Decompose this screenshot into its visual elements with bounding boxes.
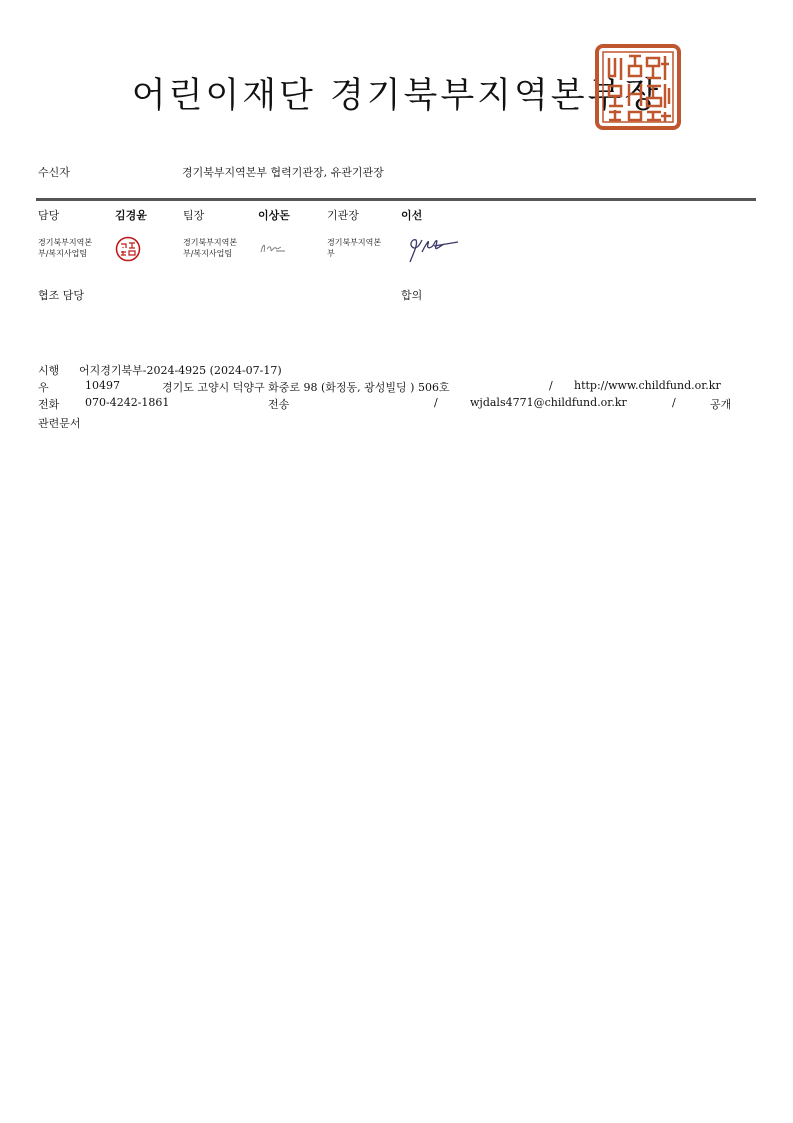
leader-signature-icon xyxy=(258,240,288,256)
agreement-label: 합의 xyxy=(401,289,423,302)
staff-dept: 경기북부지역본 부/복지사업팀 xyxy=(38,238,93,258)
separator: / xyxy=(672,396,676,409)
enforce-label: 시행 xyxy=(38,364,60,377)
head-name: 이선 xyxy=(401,209,423,222)
leader-dept: 경기북부지역본 부/복지사업팀 xyxy=(183,238,238,258)
homepage-link[interactable]: http://www.childfund.or.kr xyxy=(574,379,721,392)
fax-label: 전송 xyxy=(268,398,290,411)
recipient-value: 경기북부지역본부 협력기관장, 유관기관장 xyxy=(182,166,384,179)
header-divider xyxy=(36,198,756,201)
separator: / xyxy=(434,396,438,409)
head-signature-icon xyxy=(404,234,462,264)
separator: / xyxy=(549,379,553,392)
post-label: 우 xyxy=(38,381,49,394)
postcode: 10497 xyxy=(85,379,120,392)
head-dept: 경기북부지역본 부 xyxy=(327,238,382,258)
document-title: 어린이재단 경기북부지역본부장 xyxy=(131,76,662,116)
leader-name: 이상돈 xyxy=(258,209,290,222)
recipient-label: 수신자 xyxy=(38,166,70,179)
phone-number: 070-4242-1861 xyxy=(85,396,170,409)
head-title: 기관장 xyxy=(327,209,359,222)
disclosure-status: 공개 xyxy=(710,398,732,411)
official-seal-icon xyxy=(595,44,681,130)
address: 경기도 고양시 덕양구 화중로 98 (화정동, 광성빌딩 ) 506호 xyxy=(162,381,450,394)
staff-name: 김경윤 xyxy=(115,209,147,222)
staff-title: 담당 xyxy=(38,209,60,222)
phone-label: 전화 xyxy=(38,398,60,411)
personal-stamp-icon xyxy=(115,236,141,262)
email-link[interactable]: wjdals4771@childfund.or.kr xyxy=(470,396,627,409)
related-docs-label: 관련문서 xyxy=(38,417,81,430)
leader-title: 팀장 xyxy=(183,209,205,222)
enforce-value: 어지경기북부-2024-4925 (2024-07-17) xyxy=(79,364,282,377)
cooperation-label: 협조 담당 xyxy=(38,289,85,302)
